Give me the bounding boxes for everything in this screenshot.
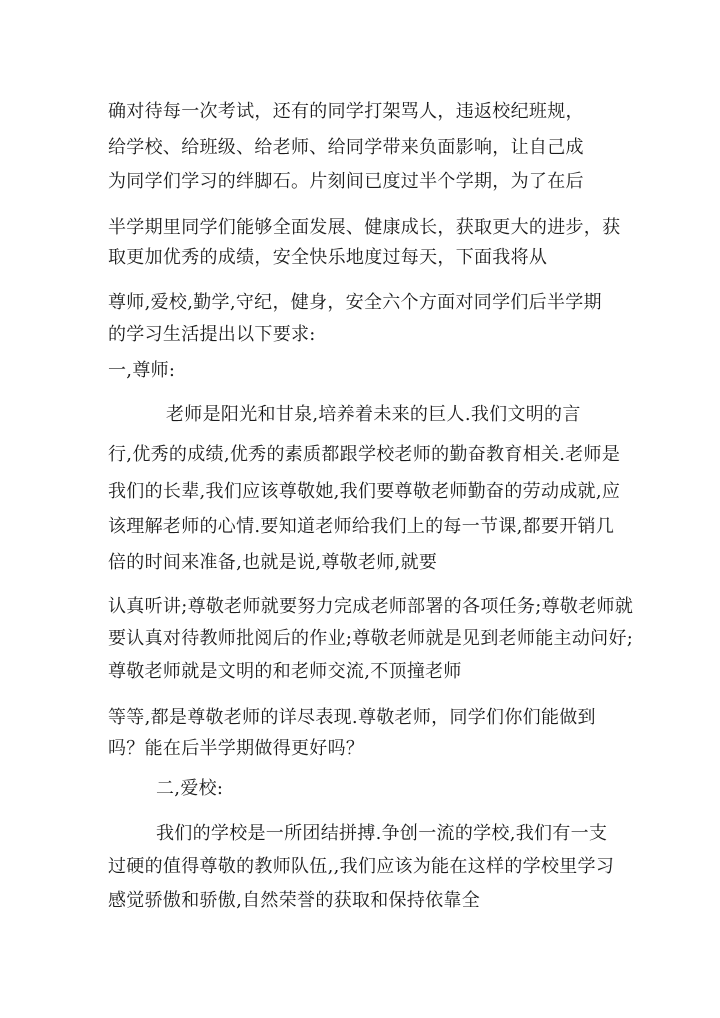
text-line: 为同学们学习的绊脚石。片刻间已度过半个学期，为了在后 [108,171,584,192]
text-line: 确对待每一次考试，还有的同学打架骂人，违返校纪班规， [108,101,584,122]
text-line: 吗？能在后半学期做得更好吗？ [108,738,365,759]
section-heading: 一,尊师: [108,360,176,381]
text-line: 过硬的值得尊敬的教师队伍,,我们应该为能在这样的学校里学习 [108,856,615,877]
text-line: 尊敬老师就是文明的和老师交流,不顶撞老师 [108,661,462,682]
text-line: 半学期里同学们能够全面发展、健康成长，获取更大的进步，获 [108,217,621,238]
text-line: 我们的学校是一所团结拼搏.争创一流的学校,我们有一支 [156,823,608,844]
text-line: 的学习生活提出以下要求: [108,324,316,345]
text-line: 老师是阳光和甘泉,培养着未来的巨人.我们文明的言 [166,404,581,425]
text-line: 认真听讲;尊敬老师就要努力完成老师部署的各项任务;尊敬老师就 [108,596,634,617]
text-line: 给学校、给班级、给老师、给同学带来负面影响，让自己成 [108,137,584,158]
text-line: 我们的长辈,我们应该尊敬她,我们要尊敬老师勤奋的劳动成就,应 [108,481,621,502]
text-line: 要认真对待教师批阅后的作业;尊敬老师就是见到老师能主动问好; [108,628,634,649]
text-line: 倍的时间来准备,也就是说,尊敬老师,就要 [108,552,438,573]
text-line: 取更加优秀的成绩，安全快乐地度过每天，下面我将从 [108,247,548,268]
text-line: 行,优秀的成绩,优秀的素质都跟学校老师的勤奋教育相关.老师是 [108,444,621,465]
text-line: 等等,都是尊敬老师的详尽表现.尊敬老师，同学们你们能做到 [108,707,596,728]
section-heading: 二,爱校: [156,778,224,799]
text-line: 感觉骄傲和骄傲,自然荣誉的获取和保持依靠全 [108,890,481,911]
text-line: 该理解老师的心情.要知道老师给我们上的每一节课,都要开销几 [108,516,615,537]
text-line: 尊师,爱校,勤学,守纪，健身，安全六个方面对同学们后半学期 [108,292,602,313]
